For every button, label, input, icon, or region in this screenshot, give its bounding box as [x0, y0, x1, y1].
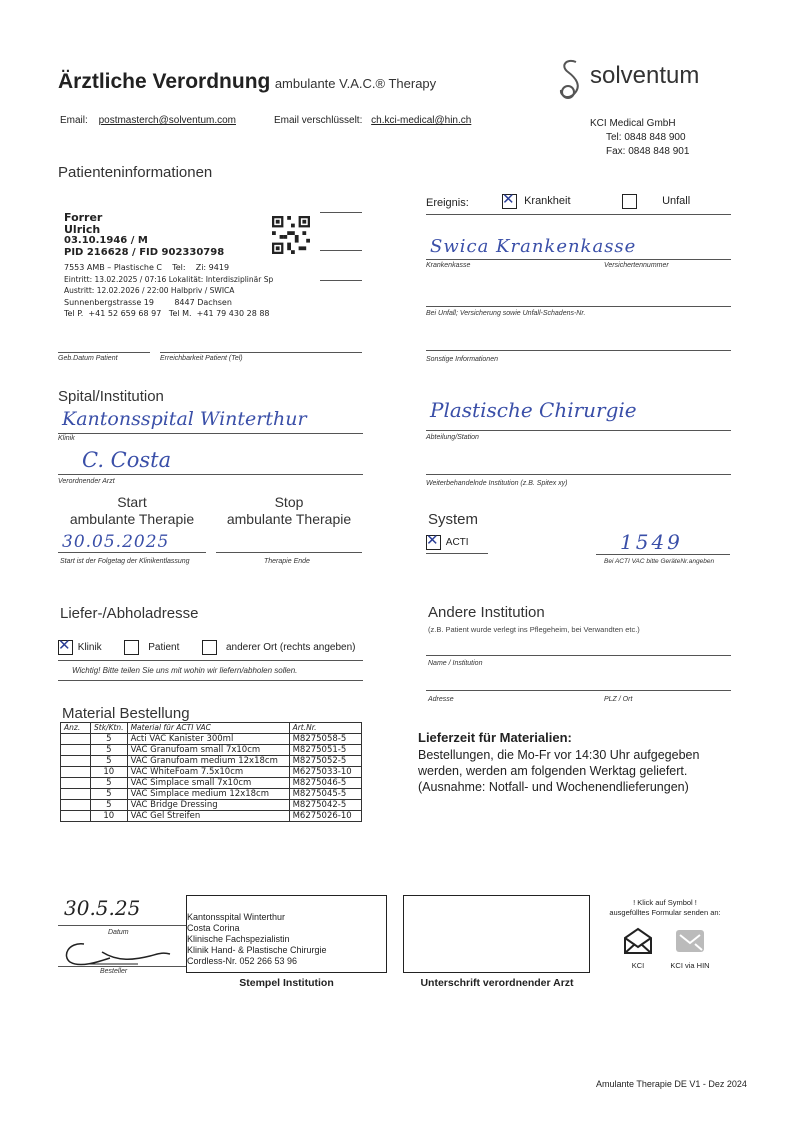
department-handwriting: Plastische Chirurgie	[430, 398, 637, 422]
sticker-line-4: Sunnenbergstrasse 19 8447 Dachsen	[64, 297, 232, 307]
company-tel: Tel: 0848 848 900	[606, 132, 686, 143]
kci-label: KCI	[631, 961, 645, 970]
date-handwriting: 30.5.25	[64, 896, 141, 920]
followup-caption: Weiterbehandelnde Institution (z.B. Spitex xy)	[426, 480, 568, 487]
illness-checkbox-row[interactable]	[502, 194, 571, 209]
accident-checkbox-row[interactable]	[622, 194, 690, 209]
stamp-text	[187, 912, 327, 967]
sticker-line-3: Austritt: 12.02.2026 / 22:00 Halbpriv / SWICA	[64, 286, 235, 295]
acti-checkbox[interactable]	[426, 535, 441, 550]
stamp-line-2: Costa Corina	[187, 923, 240, 933]
solventum-logo	[556, 56, 726, 100]
stop-subtitle: ambulante Therapie	[226, 511, 352, 527]
table-row	[61, 734, 362, 745]
table-row	[61, 756, 362, 767]
sticker-line-1: 7553 AMB – Plastische C Tel: Zi: 9419	[64, 263, 230, 272]
sticker-line-5: Tel P. +41 52 659 68 97 Tel M. +41 79 430 28 88	[64, 309, 270, 318]
pack-cell: 5	[91, 756, 128, 767]
date-caption: Datum	[108, 929, 129, 936]
material-cell: VAC Simplace small 7x10cm	[127, 778, 289, 789]
qty-cell[interactable]	[61, 734, 91, 745]
material-cell: Acti VAC Kanister 300ml	[127, 734, 289, 745]
insurer-caption: Krankenkasse	[426, 262, 471, 269]
lead-time-title: Lieferzeit für Materialien:	[418, 730, 572, 745]
click-line-2: ausgefülltes Formular senden an:	[609, 908, 721, 917]
material-table-header	[61, 723, 362, 734]
stamp-line-4: Klinik Hand- & Plastische Chirurgie	[187, 945, 327, 955]
qty-cell[interactable]	[61, 789, 91, 800]
col-header-qty: Anz.	[61, 723, 91, 734]
lead-time-box	[418, 730, 768, 795]
device-number-caption: Bei ACTI VAC bitte GeräteNr.angeben	[604, 558, 715, 565]
artnr-cell: M8275045-5	[289, 789, 361, 800]
solventum-s-icon	[556, 56, 586, 100]
qty-cell[interactable]	[61, 767, 91, 778]
dob-caption: Geb.Datum Patient	[58, 355, 118, 362]
artnr-cell: M8275042-5	[289, 800, 361, 811]
start-subtitle: ambulante Therapie	[69, 511, 195, 527]
delivery-note: Wichtig! Bitte teilen Sie uns mit wohin wir liefern/abholen sollen.	[72, 666, 298, 675]
material-section-title: Material Bestellung	[62, 705, 190, 722]
col-header-artnr: Art.Nr.	[289, 723, 361, 734]
patient-firstname: Ulrich	[64, 222, 101, 236]
qty-cell[interactable]	[61, 778, 91, 789]
title-sub: ambulante V.A.C.® Therapy	[274, 76, 437, 91]
company-info	[590, 117, 689, 159]
stop-title: Stop	[274, 494, 304, 510]
material-table	[60, 722, 362, 822]
table-row	[61, 789, 362, 800]
doctor-handwriting: C. Costa	[82, 448, 172, 472]
table-row	[61, 745, 362, 756]
company-fax: Fax: 0848 848 901	[606, 146, 690, 157]
illness-label: Krankheit	[524, 195, 571, 208]
delivery-other-checkbox[interactable]	[202, 640, 217, 655]
reach-caption: Erreichbarkeit Patient (Tel)	[160, 355, 243, 362]
stamp-line-1: Kantonsspital Winterthur	[187, 912, 286, 922]
material-cell: VAC Bridge Dressing	[127, 800, 289, 811]
stop-caption: Therapie Ende	[264, 558, 310, 565]
acti-label: ACTI	[445, 537, 469, 549]
material-cell: VAC Gel Streifen	[127, 811, 289, 822]
table-row	[61, 767, 362, 778]
qty-cell[interactable]	[61, 756, 91, 767]
email-row	[60, 115, 236, 126]
qty-cell[interactable]	[61, 811, 91, 822]
patient-lastname: Forrer	[64, 211, 103, 224]
doctor-caption: Verordnender Arzt	[58, 478, 115, 485]
delivery-clinic-checkbox[interactable]	[58, 640, 73, 655]
department-caption: Abteilung/Station	[426, 434, 479, 441]
stamp-line-3: Klinische Fachspezialistin	[187, 934, 290, 944]
artnr-cell: M8275051-5	[289, 745, 361, 756]
stamp-caption: Stempel Institution	[239, 977, 334, 989]
institution-name-caption: Name / Institution	[428, 660, 483, 667]
material-cell: VAC Simplace medium 12x18cm	[127, 789, 289, 800]
orderer-caption: Besteller	[100, 968, 128, 975]
patient-pid: PID 216628 / FID 902330798	[64, 246, 225, 258]
sticker-line-2: Eintritt: 13.02.2025 / 07:16 Lokalität: Interdisziplinär Sp	[64, 274, 274, 284]
start-date-handwriting: 30.05.2025	[62, 532, 170, 552]
artnr-cell: M6275033-10	[289, 767, 361, 778]
envelope-icon	[622, 926, 654, 956]
accident-info-caption: Bei Unfall; Versicherung sowie Unfall-Schadens-Nr.	[426, 310, 586, 317]
stamp-line-5: Cordless-Nr. 052 266 53 96	[187, 956, 298, 966]
patient-section-title: Patienteninformationen	[58, 164, 213, 181]
start-title: Start	[117, 494, 147, 510]
qty-cell[interactable]	[61, 745, 91, 756]
clinic-caption: Klinik	[58, 435, 75, 442]
table-row	[61, 800, 362, 811]
artnr-cell: M6275026-10	[289, 811, 361, 822]
accident-checkbox[interactable]	[622, 194, 637, 209]
send-kci-hin-button[interactable]	[668, 926, 712, 970]
lead-time-line-2: werden, werden am folgenden Werktag geliefert.	[418, 764, 688, 778]
accident-label: Unfall	[662, 195, 691, 208]
pack-cell: 5	[91, 734, 128, 745]
company-name: KCI Medical GmbH	[590, 118, 676, 129]
col-header-material: Material für ACTI VAC	[127, 723, 289, 734]
hin-mail-icon	[675, 926, 705, 956]
clinic-handwriting: Kantonsspital Winterthur	[62, 408, 307, 430]
other-institution-title: Andere Institution	[428, 604, 545, 621]
material-cell: VAC WhiteFoam 7.5x10cm	[127, 767, 289, 778]
system-section-title: System	[428, 511, 479, 528]
event-label: Ereignis:	[426, 197, 469, 209]
pack-cell: 5	[91, 745, 128, 756]
acti-checkbox-row[interactable]	[426, 535, 469, 550]
enc-email-link[interactable]: ch.kci-medical@hin.ch	[371, 115, 472, 126]
delivery-patient-label: Patient	[148, 642, 180, 654]
table-row	[61, 778, 362, 789]
qty-cell[interactable]	[61, 800, 91, 811]
address-caption: Adresse	[428, 696, 454, 703]
start-header	[58, 494, 206, 528]
illness-checkbox[interactable]	[502, 194, 517, 209]
logo-text: solventum	[590, 62, 700, 89]
form-version: Amulante Therapie DE V1 - Dez 2024	[596, 1079, 747, 1089]
qr-code-icon	[272, 216, 310, 254]
pack-cell: 5	[91, 778, 128, 789]
stamp-box	[186, 895, 387, 973]
other-info-caption: Sonstige Informationen	[426, 356, 498, 363]
signature-box[interactable]	[403, 895, 590, 973]
artnr-cell: M8275052-5	[289, 756, 361, 767]
insured-no-caption: Versichertennummer	[604, 262, 669, 269]
enc-email-label: Email verschlüsselt:	[274, 115, 363, 126]
hospital-section-title: Spital/Institution	[58, 388, 164, 405]
pack-cell: 10	[91, 767, 128, 778]
table-row	[61, 811, 362, 822]
plz-caption: PLZ / Ort	[604, 696, 633, 703]
click-line-1: ! Klick auf Symbol !	[633, 898, 697, 907]
col-header-pack: Stk/Ktn.	[91, 723, 128, 734]
lead-time-line-3: (Ausnahme: Notfall- und Wochenendlieferungen)	[418, 780, 689, 794]
delivery-options	[58, 640, 355, 655]
artnr-cell: M8275058-5	[289, 734, 361, 745]
pack-cell: 10	[91, 811, 128, 822]
send-kci-button[interactable]	[618, 926, 658, 970]
delivery-clinic-label: Klinik	[77, 642, 102, 654]
pack-cell: 5	[91, 789, 128, 800]
email-label: Email:	[60, 115, 88, 126]
patient-dob-sex: 03.10.1946 / M	[64, 235, 148, 246]
title-main: Ärztliche Verordnung	[58, 70, 271, 93]
delivery-other-label: anderer Ort (rechts angeben)	[225, 642, 356, 654]
material-cell: VAC Granufoam small 7x10cm	[127, 745, 289, 756]
start-caption: Start ist der Folgetag der Klinikentlassung	[60, 558, 190, 565]
form-title	[58, 70, 436, 94]
material-cell: VAC Granufoam medium 12x18cm	[127, 756, 289, 767]
insurer-handwriting: Swica Krankenkasse	[430, 236, 637, 257]
delivery-patient-checkbox[interactable]	[124, 640, 139, 655]
device-number-handwriting: 1549	[620, 530, 683, 554]
email-link[interactable]: postmasterch@solventum.com	[98, 115, 236, 126]
stop-header	[214, 494, 364, 528]
other-institution-note: (z.B. Patient wurde verlegt ins Pflegeheim, bei Verwandten etc.)	[428, 625, 640, 634]
artnr-cell: M8275046-5	[289, 778, 361, 789]
lead-time-line-1: Bestellungen, die Mo-Fr vor 14:30 Uhr aufgegeben	[418, 748, 700, 762]
encrypted-email-row	[274, 115, 471, 126]
material-table-wrapper	[60, 722, 362, 822]
kci-hin-label: KCI via HIN	[670, 961, 710, 970]
pack-cell: 5	[91, 800, 128, 811]
delivery-section-title: Liefer-/Abholadresse	[60, 605, 199, 622]
send-instructions	[600, 898, 730, 918]
signature-caption: Unterschrift verordnender Arzt	[420, 977, 574, 989]
